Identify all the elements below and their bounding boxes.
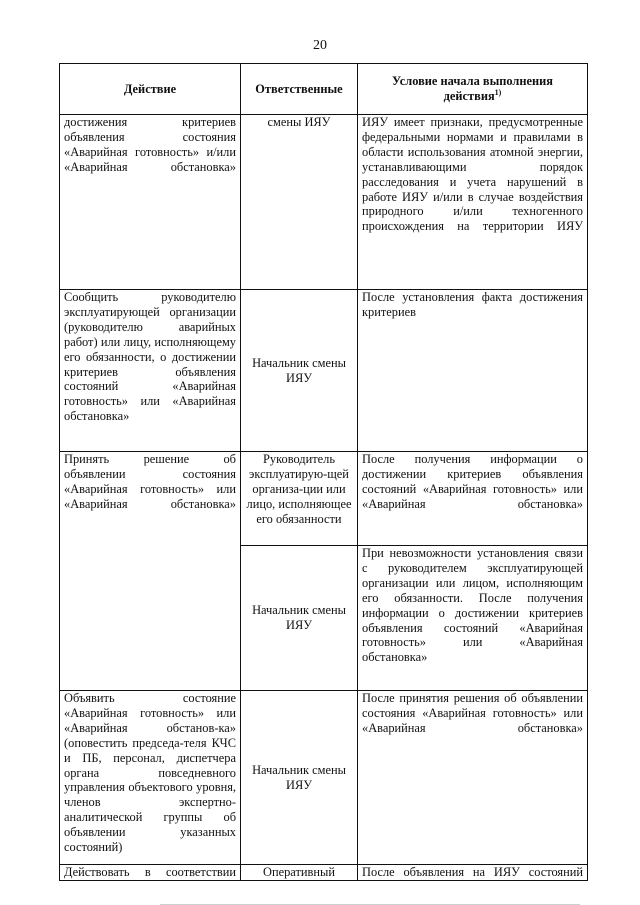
row3-condition-b: При невозможности установления связи с руководителем эксплуатирующей организации или лицом, исполняющим его обязанности. После получения информации о достижении критериев объявления состояний «Аварийная готовность» или «Аварийная обстановка» bbox=[358, 546, 588, 691]
row4-action: Объявить состояние «Аварийная готовность» или «Аварийная обстанов-ка» (оповестить председа-теля КЧС и ПБ, персонал, диспетчера органа повседневного управления объектового уровня, членов экспертно-аналитической группы об объявлении указанных состояний) bbox=[60, 691, 241, 865]
table-header-row bbox=[60, 64, 588, 115]
table-row bbox=[60, 115, 588, 290]
row3-condition-a: После получения информации о достижении критериев объявления состояний «Аварийная готовность» или «Аварийная обстановка» bbox=[358, 452, 588, 546]
row1-responsible: смены ИЯУ bbox=[241, 115, 358, 290]
row3-responsible-a: Руководитель эксплуатирую-щей организа-ции или лицо, исполняющее его обязанности bbox=[241, 452, 358, 546]
header-action: Действие bbox=[60, 64, 241, 115]
page-number: 20 bbox=[313, 38, 327, 53]
row5-condition: После объявления на ИЯУ состояний bbox=[358, 865, 588, 881]
row3-responsible-b: Начальник смены ИЯУ bbox=[241, 546, 358, 691]
row4-condition: После принятия решения об объявлении состояния «Аварийная готовность» или «Аварийная обстановка» bbox=[358, 691, 588, 865]
row5-responsible: Оперативный bbox=[241, 865, 358, 881]
row2-responsible: Начальник смены ИЯУ bbox=[241, 290, 358, 452]
table-row bbox=[60, 290, 588, 452]
row4-responsible: Начальник смены ИЯУ bbox=[241, 691, 358, 865]
action-table bbox=[59, 63, 588, 881]
row2-action: Сообщить руководителю эксплуатирующей организации (руководителю аварийных работ) или лицу, исполняющему его обязанности, о достижении критериев объявления состояний «Аварийная готовность» или «Аварийная обстановка» bbox=[60, 290, 241, 452]
row5-action: Действовать в соответствии bbox=[60, 865, 241, 881]
header-responsible: Ответственные bbox=[241, 64, 358, 115]
table-row bbox=[60, 865, 588, 881]
table-row bbox=[60, 452, 588, 546]
page-cut-edge bbox=[0, 886, 640, 905]
header-condition-label: Условие начала выполнения действия bbox=[391, 74, 553, 103]
header-condition-footnote: 1) bbox=[494, 87, 502, 97]
row3-action: Принять решение об объявлении состояния «Аварийная готовность» или «Аварийная обстановка» bbox=[60, 452, 241, 691]
header-condition bbox=[358, 64, 588, 115]
table-row bbox=[60, 691, 588, 865]
row1-action: достижения критериев объявления состояния «Аварийная готовность» и/или «Аварийная обстановка» bbox=[60, 115, 241, 290]
row1-condition: ИЯУ имеет признаки, предусмотренные федеральными нормами и правилами в области использования атомной энергии, устанавливающими порядок расследования и учета нарушений в работе ИЯУ и/или в случае воздействия природного и/или техногенного происхождения на территории ИЯУ bbox=[358, 115, 588, 290]
row2-condition: После установления факта достижения критериев bbox=[358, 290, 588, 452]
